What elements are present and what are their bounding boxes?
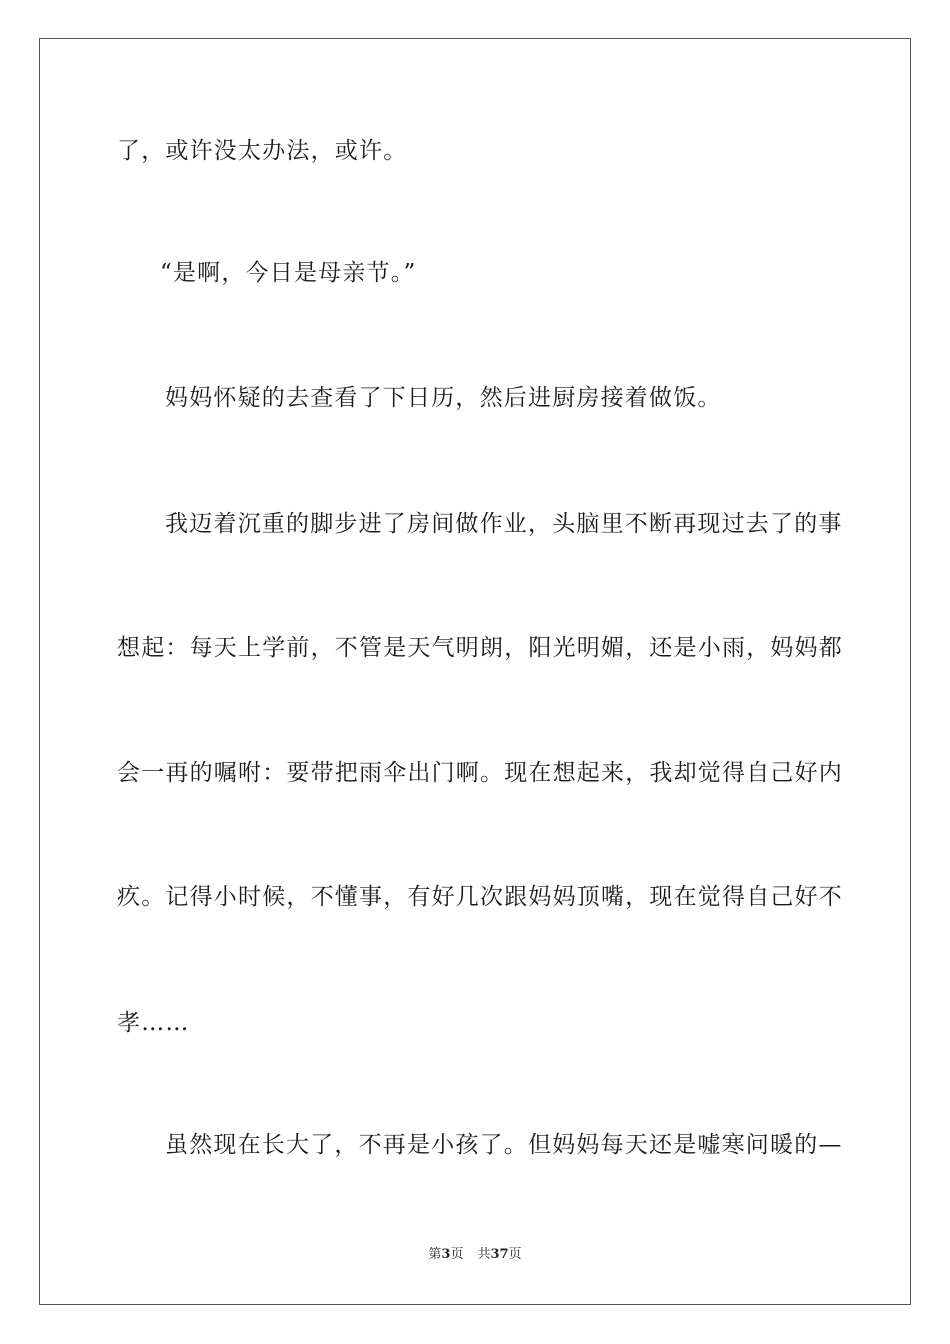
total-pages-suffix: 页 [508, 1247, 522, 1262]
text-line-4: 我迈着沉重的脚步进了房间做作业，头脑里不断再现过去了的事 [165, 511, 843, 537]
total-pages-prefix: 共 [477, 1247, 491, 1262]
page-footer [0, 1246, 950, 1264]
page-border [39, 38, 911, 1305]
text-line-6: 会一再的嘱咐：要带把雨伞出门啊。现在想起来，我却觉得自己好内 [117, 760, 843, 786]
text-line-3: 妈妈怀疑的去查看了下日历，然后进厨房接着做饭。 [165, 385, 722, 411]
text-line-2: “是啊，今日是母亲节。” [160, 260, 417, 286]
page-number-prefix: 第 [428, 1247, 442, 1262]
page-number: 3 [441, 1247, 451, 1262]
page-number-suffix: 页 [450, 1247, 464, 1262]
text-line-7: 疚。记得小时候，不懂事，有好几次跟妈妈顶嘴，现在觉得自己好不 [117, 884, 843, 910]
text-line-5: 想起：每天上学前，不管是天气明朗，阳光明媚，还是小雨，妈妈都 [117, 635, 843, 661]
text-line-8: 孝…… [117, 1010, 190, 1036]
text-line-9: 虽然现在长大了，不再是小孩了。但妈妈每天还是嘘寒问暖的— [165, 1132, 843, 1158]
text-line-1: 了，或许没太办法，或许。 [117, 138, 408, 164]
total-pages: 37 [490, 1247, 509, 1262]
